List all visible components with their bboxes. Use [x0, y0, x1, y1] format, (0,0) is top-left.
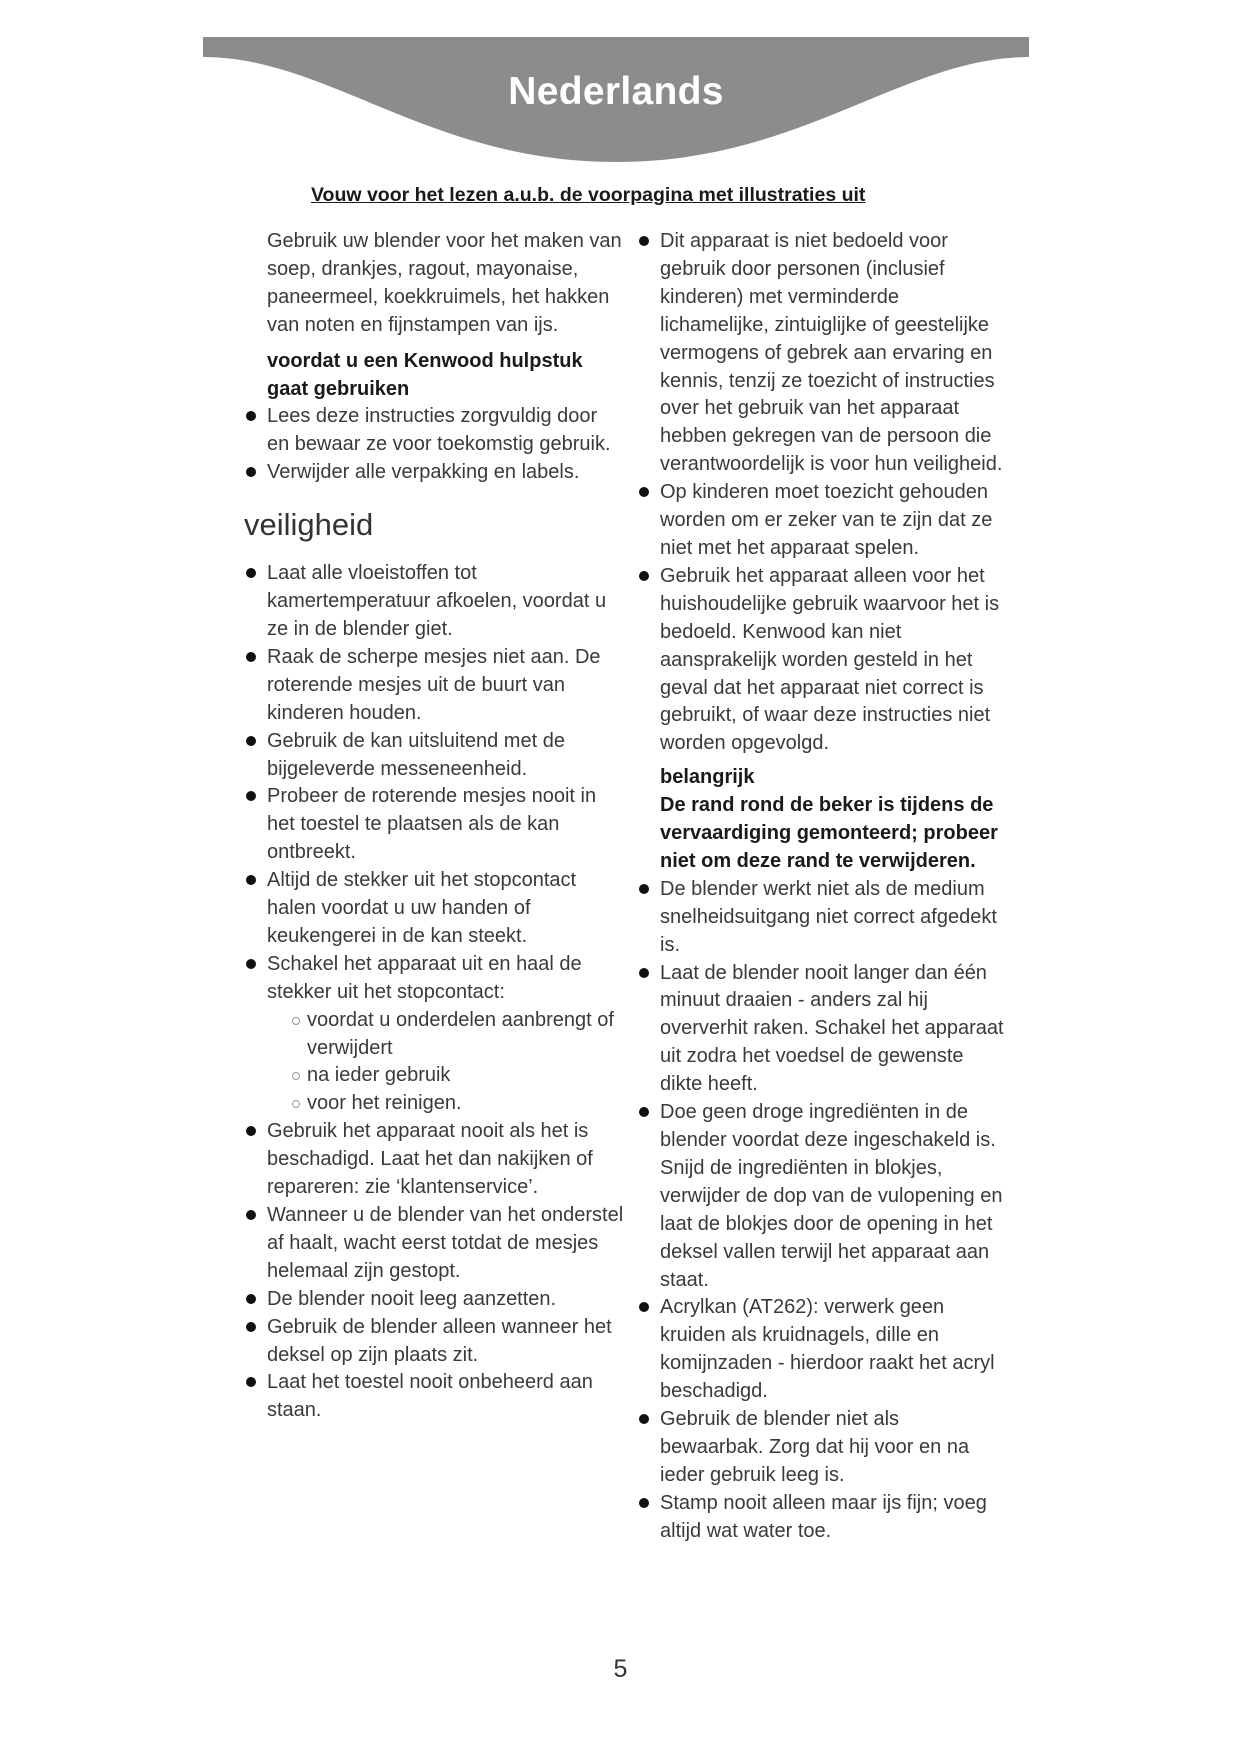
- list-item: Gebruik de kan uitsluitend met de bijgeleverde messeneenheid.: [244, 728, 624, 784]
- list-item: Altijd de stekker uit het stopcontact halen voordat u uw handen of keukengerei in de kan steekt.: [244, 867, 624, 951]
- important-note: De rand rond de beker is tijdens de vervaardiging gemonteerd; probeer niet om deze rand te verwijderen.: [660, 794, 998, 872]
- before-use-list: [244, 403, 624, 487]
- list-item: De blender nooit leeg aanzetten.: [244, 1286, 624, 1314]
- intro-paragraph: Gebruik uw blender voor het maken van soep, drankjes, ragout, mayonaise, paneermeel, koekkruimels, het hakken van noten en fijnstampen van ijs.: [267, 230, 622, 336]
- list-item: Gebruik het apparaat nooit als het is beschadigd. Laat het dan nakijken of repareren: zie ‘klantenservice’.: [244, 1118, 624, 1202]
- language-title: Nederlands: [508, 70, 724, 113]
- right-column: [637, 228, 1007, 1546]
- list-item-text: Schakel het apparaat uit en haal de stekker uit het stopcontact:: [267, 952, 582, 1003]
- sublist-item: na ieder gebruik: [292, 1062, 624, 1090]
- language-header: [203, 37, 1029, 169]
- sublist-item: voordat u onderdelen aanbrengt of verwijdert: [292, 1007, 624, 1063]
- list-item: De blender werkt niet als de medium snelheidsuitgang niet correct afgedekt is.: [637, 876, 1007, 960]
- list-item: Laat het toestel nooit onbeheerd aan staan.: [244, 1369, 624, 1425]
- important-heading: belangrijk: [660, 766, 755, 789]
- safety-list: [244, 560, 624, 1425]
- list-item: Probeer de roterende mesjes nooit in het toestel te plaatsen als de kan ontbreekt.: [244, 783, 624, 867]
- list-item: Op kinderen moet toezicht gehouden worden om er zeker van te zijn dat ze niet met het apparaat spelen.: [637, 479, 1007, 563]
- list-item: Laat alle vloeistoffen tot kamertemperatuur afkoelen, voordat u ze in de blender giet.: [244, 560, 624, 644]
- list-item: Dit apparaat is niet bedoeld voor gebruik door personen (inclusief kinderen) met verminderde lichamelijke, zintuiglijke of geestelijke vermogens of gebrek aan ervaring en kennis, tenzij ze toezicht of instructies over het gebruik van het apparaat hebben gekregen van de persoon die verantwoordelijk is voor hun veiligheid.: [637, 228, 1007, 479]
- list-item: Stamp nooit alleen maar ijs fijn; voeg altijd wat water toe.: [637, 1490, 1007, 1546]
- list-item: Gebruik de blender alleen wanneer het deksel op zijn plaats zit.: [244, 1314, 624, 1370]
- list-item: [244, 951, 624, 1118]
- list-item: Raak de scherpe mesjes niet aan. De roterende mesjes uit de buurt van kinderen houden.: [244, 644, 624, 728]
- fold-out-instruction: Vouw voor het lezen a.u.b. de voorpagina met illustraties uit: [311, 184, 866, 206]
- usage-warnings-list: [637, 876, 1007, 1546]
- list-item: Wanneer u de blender van het onderstel af haalt, wacht eerst totdat de mesjes helemaal zijn gestopt.: [244, 1202, 624, 1286]
- before-use-heading: voordat u een Kenwood hulpstuk gaat gebruiken: [267, 349, 583, 400]
- list-item: Gebruik het apparaat alleen voor het huishoudelijke gebruik waarvoor het is bedoeld. Kenwood kan niet aansprakelijk worden gesteld in het geval dat het apparaat niet correct is gebruikt, of waar deze instructies niet worden opgevolgd.: [637, 563, 1007, 758]
- sublist-item: voor het reinigen.: [292, 1090, 624, 1118]
- page-number: 5: [613, 1655, 628, 1683]
- list-item: Lees deze instructies zorgvuldig door en bewaar ze voor toekomstig gebruik.: [244, 403, 624, 459]
- list-item: Gebruik de blender niet als bewaarbak. Zorg dat hij voor en na ieder gebruik leeg is.: [637, 1406, 1007, 1490]
- left-column: [244, 228, 624, 1425]
- list-item: Laat de blender nooit langer dan één minuut draaien - anders zal hij oververhit raken. Schakel het apparaat uit zodra het voedsel de gewenste dikte heeft.: [637, 960, 1007, 1100]
- safety-list-continued: [637, 228, 1007, 758]
- unplug-sublist: [267, 1007, 624, 1119]
- list-item: Verwijder alle verpakking en labels.: [244, 459, 624, 487]
- safety-heading: veiligheid: [244, 507, 374, 543]
- list-item: Acrylkan (AT262): verwerk geen kruiden als kruidnagels, dille en komijnzaden - hierdoor raakt het acryl beschadigd.: [637, 1294, 1007, 1406]
- list-item: Doe geen droge ingrediënten in de blender voordat deze ingeschakeld is. Snijd de ingrediënten in blokjes, verwijder de dop van de vulopening en laat de blokjes door de opening in het deksel vallen terwijl het apparaat aan staat.: [637, 1099, 1007, 1294]
